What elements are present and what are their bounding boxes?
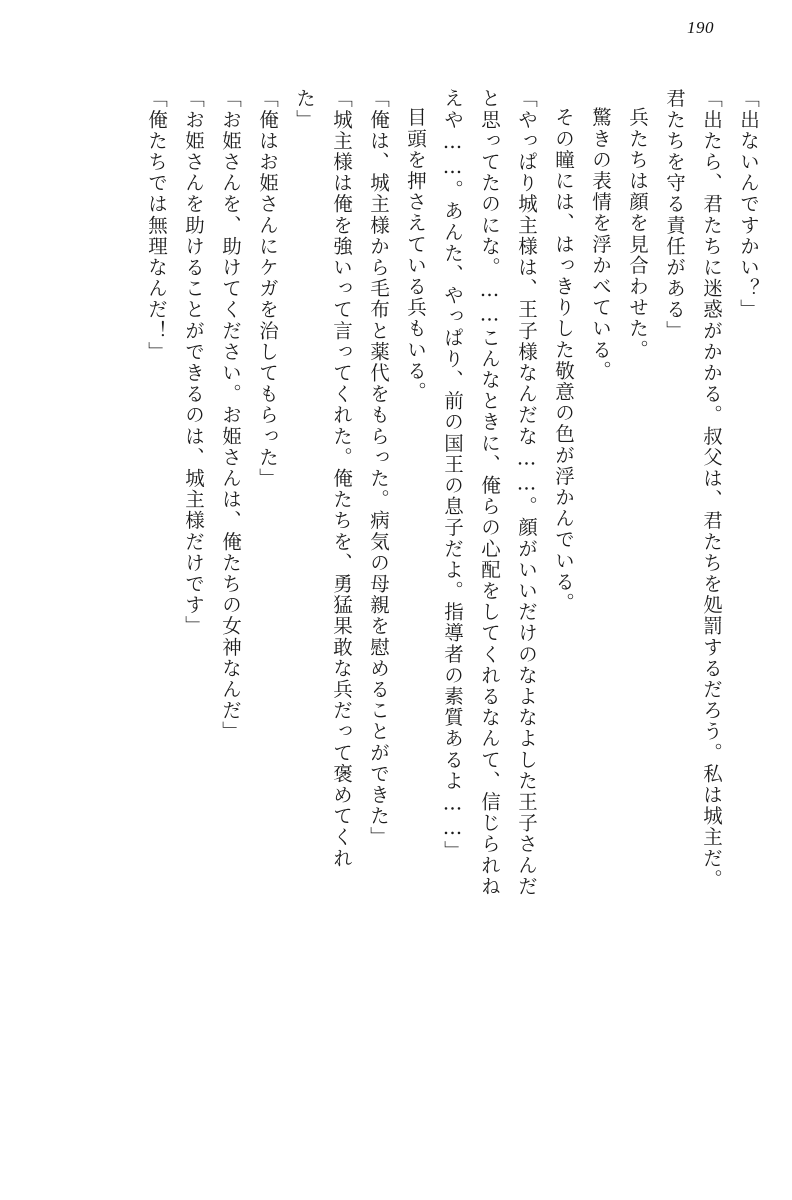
text-line: 「俺はお姫さんにケガを治してもらった」 bbox=[256, 88, 279, 489]
text-line: 「城主様は俺を強いって言ってくれた。俺たちを、勇猛果敢な兵だって褒めてくれ bbox=[330, 88, 353, 869]
vertical-body-text bbox=[36, 88, 758, 1160]
text-line: た」 bbox=[293, 88, 316, 131]
text-line: 「やっぱり城主様は、王子様なんだな……。顔がいいだけのなよなよした王子さんだ bbox=[515, 88, 538, 897]
text-line: 驚きの表情を浮かべている。 bbox=[589, 107, 612, 382]
text-line: 君たちを守る責任がある」 bbox=[663, 88, 686, 342]
page-number: 190 bbox=[687, 18, 714, 37]
text-line: 「出たら、君たちに迷惑がかかる。叔父は、君たちを処罰するだろう。私は城主だ。 bbox=[700, 88, 723, 890]
text-line: 「お姫さんを、助けてください。お姫さんは、俺たちの女神なんだ」 bbox=[219, 88, 242, 743]
text-line: 「出ないんですかい？」 bbox=[737, 88, 760, 321]
text-line: 兵たちは顔を見合わせた。 bbox=[626, 107, 649, 361]
text-line: と思ってたのにな。……こんなときに、俺らの心配をしてくれるなんて、信じられね bbox=[478, 88, 501, 897]
text-line: 「お姫さんを助けることができるのは、城主様だけです」 bbox=[182, 88, 205, 637]
text-line: えや……。あんた、やっぱり、前の国王の息子だよ。指導者の素質あるよ……」 bbox=[441, 88, 464, 862]
text-line: その瞳には、はっきりした敬意の色が浮かんでいる。 bbox=[552, 107, 575, 614]
text-line: 「俺は、城主様から毛布と薬代をもらった。病気の母親を慰めることができた」 bbox=[367, 88, 390, 848]
text-line: 目頭を押さえている兵もいる。 bbox=[404, 107, 427, 403]
text-line: 「俺たちでは無理なんだ！」 bbox=[145, 88, 168, 363]
